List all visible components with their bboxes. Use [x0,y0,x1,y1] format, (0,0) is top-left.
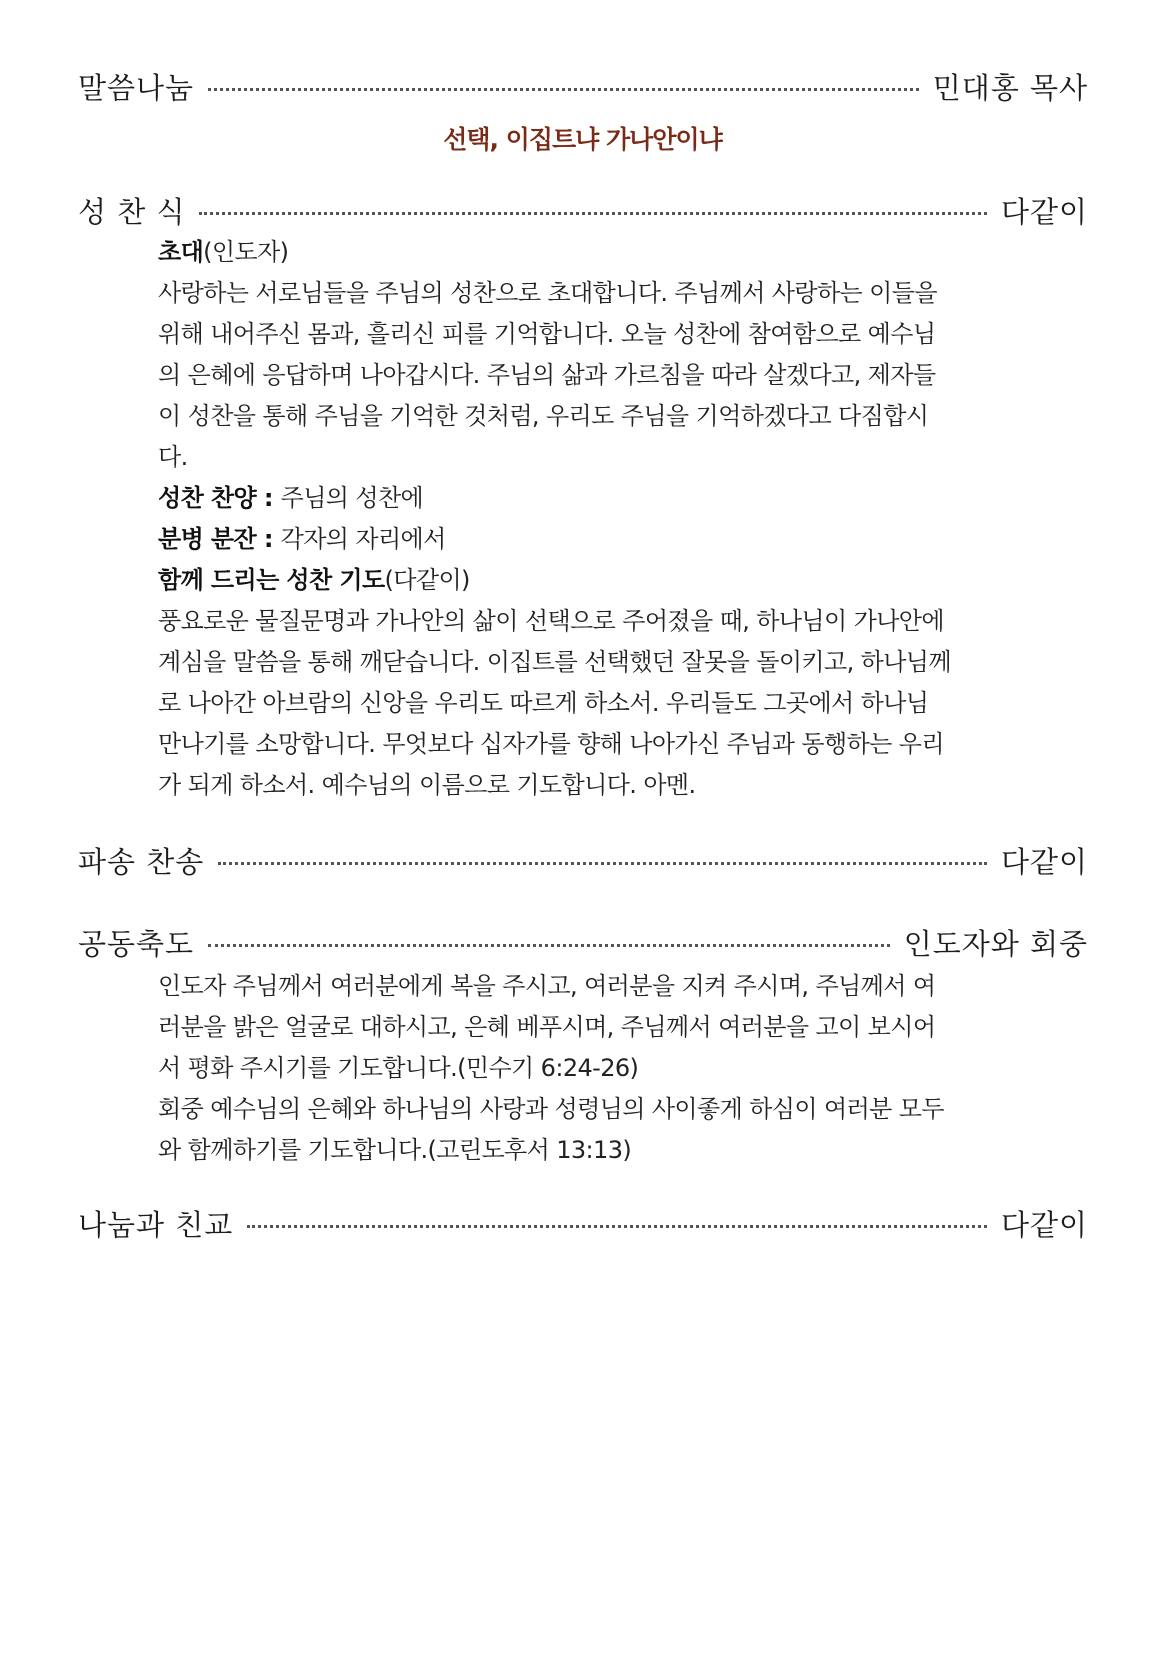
hymn-separator: : [256,484,281,512]
benediction-row [78,922,1088,966]
distribution-text: 각자의 자리에서 [280,525,446,553]
invitation-line: 이 성찬을 통해 주님을 기억한 것처럼, 우리도 주님을 기억하겠다고 다짐합시 [158,402,929,430]
prayer-line: 풍요로운 물질문명과 가나안의 삶이 선택으로 주어졌을 때, 하나님이 가나안에 [158,607,944,635]
sending-hymn-label: 파송 찬송 [78,845,205,879]
prayer-line: 로 나아간 아브람의 신앙을 우리도 따르게 하소서. 우리들도 그곳에서 하나님 [158,689,929,717]
distribution-line [158,519,1018,560]
invitation-line: 다. [158,443,188,471]
prayer-heading: 함께 드리는 성찬 기도 [158,566,385,594]
sermon-row [78,66,1088,110]
dotted-leader [208,88,919,91]
fellowship-leader: 다같이 [1000,1208,1088,1242]
communion-body [158,232,1018,806]
prayer-role: (다같이) [384,566,470,594]
prayer-heading-line [158,560,1018,601]
fellowship-row [78,1203,1088,1247]
benediction-body [158,966,1018,1171]
benediction-line: 회중 예수님의 은혜와 하나님의 사랑과 성령님의 사이좋게 하심이 여러분 모두 [158,1095,944,1123]
prayer-line: 만나기를 소망합니다. 무엇보다 십자가를 향해 나아가신 주님과 동행하는 우리 [158,730,944,758]
benediction-line: 와 함께하기를 기도합니다.(고린도후서 13:13) [158,1136,632,1164]
prayer-line: 가 되게 하소서. 예수님의 이름으로 기도합니다. 아멘. [158,771,696,799]
benediction-line: 러분을 밝은 얼굴로 대하시고, 은혜 베푸시며, 주님께서 여러분을 고이 보시어 [158,1013,936,1041]
distribution-separator: : [256,525,281,553]
benediction-line: 인도자 주님께서 여러분에게 복을 주시고, 여러분을 지켜 주시며, 주님께서 여 [158,972,936,1000]
hymn-line [158,478,1018,519]
prayer-line: 계심을 말씀을 통해 깨닫습니다. 이집트를 선택했던 잘못을 돌이키고, 하나님께 [158,648,951,676]
sending-hymn-leader: 다같이 [1000,845,1088,879]
hymn-text: 주님의 성찬에 [280,484,424,512]
invitation-line: 위해 내어주신 몸과, 흘리신 피를 기억합니다. 오늘 성찬에 참여함으로 예수님 [158,320,936,348]
sermon-leader: 민대홍 목사 [932,71,1088,105]
sermon-label: 말씀나눔 [78,71,195,105]
benediction-line: 서 평화 주시기를 기도합니다.(민수기 6:24-26) [158,1054,639,1082]
invitation-line: 의 은혜에 응답하며 나아갑시다. 주님의 삶과 가르침을 따라 살겠다고, 제자들 [158,361,936,389]
invitation-heading-line [158,232,1018,273]
benediction-leader: 인도자와 회중 [903,927,1088,961]
benediction-label: 공동축도 [78,927,195,961]
invitation-heading: 초대 [158,238,204,266]
invitation-line: 사랑하는 서로님들을 주님의 성찬으로 초대합니다. 주님께서 사랑하는 이들을 [158,279,937,307]
dotted-leader [247,1225,987,1228]
distribution-heading: 분병 분잔 [158,525,257,553]
dotted-leader [208,944,890,947]
communion-leader: 다같이 [1000,195,1088,229]
hymn-heading: 성찬 찬양 [158,484,257,512]
sermon-title: 선택, 이집트냐 가나안이냐 [443,125,722,154]
sending-hymn-row [78,840,1088,884]
communion-label: 성 찬 식 [78,195,186,229]
invitation-role: (인도자) [203,238,289,266]
dotted-leader [199,212,986,215]
communion-row [78,190,1088,234]
fellowship-label: 나눔과 친교 [78,1208,234,1242]
dotted-leader [218,862,987,865]
